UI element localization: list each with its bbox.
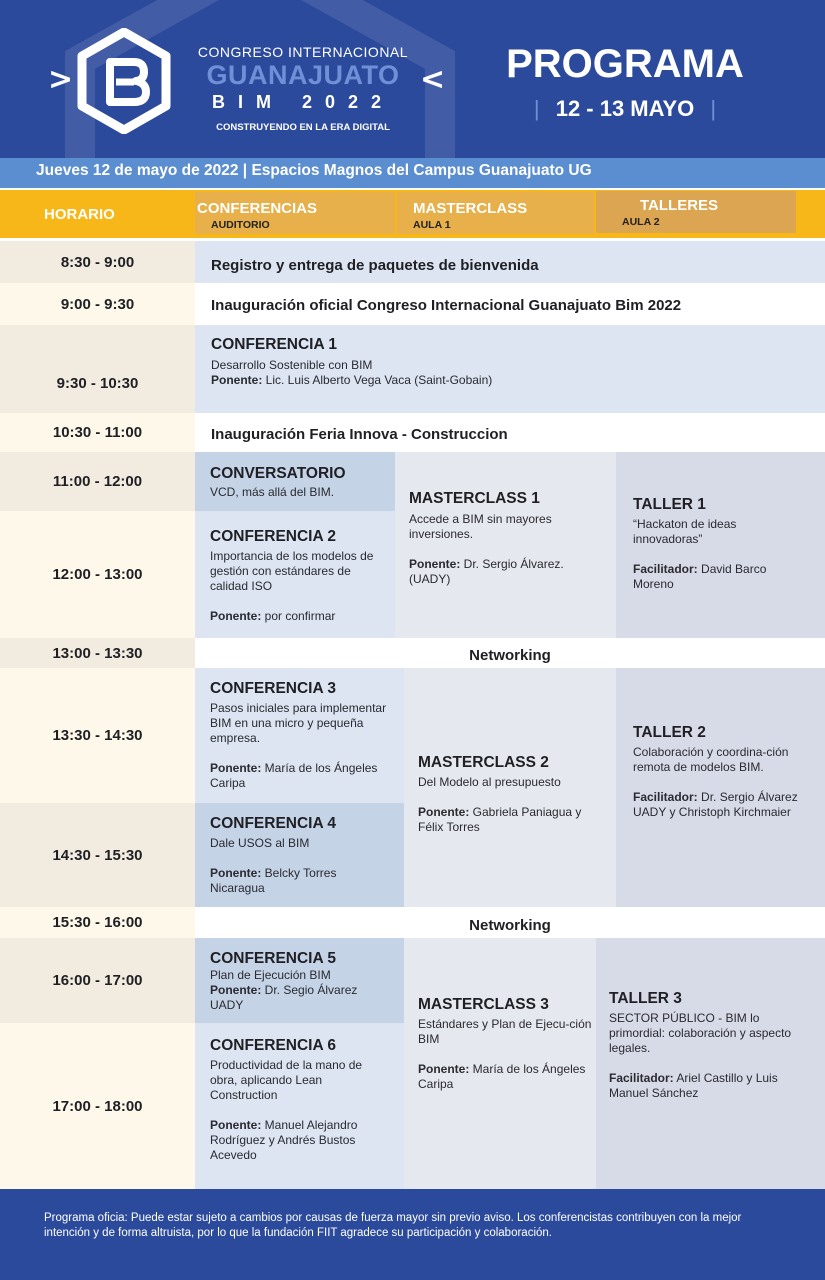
speaker-label: Ponente: [210, 866, 262, 880]
masterclass-header [397, 192, 594, 234]
conferencia-2-box [195, 511, 395, 638]
session-title: CONFERENCIA 6 [210, 1037, 337, 1054]
session-desc: Accede a BIM sin mayores inversiones. [409, 512, 552, 541]
feria-text: Inauguración Feria Innova - Construccion [211, 426, 508, 443]
session-title: CONFERENCIA 3 [210, 680, 337, 697]
session-speaker [210, 983, 388, 1013]
masterclass-1-box [395, 452, 616, 638]
facilitator-label: Facilitador: [609, 1071, 674, 1085]
session-title: MASTERCLASS 3 [418, 996, 549, 1013]
session-speaker [211, 373, 825, 388]
guanajuato-title: GUANAJUATO [206, 60, 400, 90]
session-desc: Productividad de la mano de obra, aplicando Lean Construction [210, 1058, 363, 1102]
session-desc: SECTOR PÚBLICO - BIM lo primordial: colaboración y aspecto legales. [609, 1011, 792, 1055]
horario-header: HORARIO [44, 206, 115, 223]
speaker-label: Ponente: [418, 1062, 470, 1076]
congress-label: CONGRESO INTERNACIONAL [197, 44, 409, 60]
networking-text: Networking [469, 917, 551, 934]
footer-disclaimer: Programa oficia: Puede estar sujeto a cambios por causas de fuerza mayor sin previo aviso. Los conferencistas contribuyen con la mejor intención y de forma altruista, por lo que la fundación FIIT agradece su participación y colaboración. [0, 1189, 825, 1280]
session-speaker [210, 866, 388, 896]
speaker-label: Ponente: [210, 761, 262, 775]
chevron-right-icon: > [48, 62, 74, 97]
speaker-label: Ponente: [210, 983, 262, 997]
bim-logo-icon [76, 28, 172, 134]
session-title: TALLER 1 [633, 496, 706, 513]
conferencias-header [195, 192, 395, 234]
facilitator-label: Facilitador: [633, 790, 698, 804]
speaker-name: Manuel Alejandro Rodríguez y Andrés Bustos Acevedo [210, 1118, 358, 1162]
networking-text: Networking [469, 647, 551, 664]
speaker-name: María de los Ángeles Caripa [210, 761, 378, 790]
speaker-label: Ponente: [418, 805, 470, 819]
facilitator-name: David Barco Moreno [633, 562, 767, 591]
aula2-label: AULA 2 [622, 216, 660, 228]
facilitator-label: Facilitador: [633, 562, 698, 576]
conferencia-3-box [195, 668, 404, 803]
registro-row [195, 241, 825, 283]
session-title: MASTERCLASS 1 [409, 490, 540, 507]
talleres-label: TALLERES [640, 197, 719, 214]
speaker-label: Ponente: [211, 373, 263, 387]
taller-2-box [616, 668, 825, 907]
time-slot: 9:30 - 10:30 [0, 325, 195, 413]
conferencias-label: CONFERENCIAS [197, 200, 318, 217]
session-speaker [418, 1062, 604, 1092]
session-title: TALLER 2 [633, 724, 706, 741]
inauguracion-row [195, 283, 825, 325]
time-slot: 9:00 - 9:30 [0, 283, 195, 325]
inauguracion-text: Inauguración oficial Congreso Internacional Guanajuato Bim 2022 [211, 297, 682, 314]
session-desc: VCD, más allá del BIM. [210, 485, 335, 499]
speaker-name: Gabriela Paniagua y Félix Torres [418, 805, 582, 834]
session-speaker [210, 1118, 388, 1163]
time-slot: 10:30 - 11:00 [0, 413, 195, 452]
speaker-name: Dr. Segio Álvarez UADY [210, 983, 358, 1012]
session-speaker [633, 790, 807, 820]
conversatorio-box [195, 452, 395, 511]
session-title: TALLER 3 [609, 990, 682, 1007]
auditorio-label: AUDITORIO [211, 219, 270, 231]
facilitator-name: Ariel Castillo y Luis Manuel Sánchez [609, 1071, 778, 1100]
session-title: MASTERCLASS 2 [418, 754, 549, 771]
taller-3-box [596, 938, 825, 1189]
session-desc: Dale USOS al BIM [210, 836, 310, 850]
masterclass-2-box [404, 668, 616, 907]
session-speaker [210, 609, 389, 624]
time-slot: 13:00 - 13:30 [0, 638, 195, 668]
dates-separator-left: | [533, 96, 540, 121]
masterclass-3-box [404, 938, 616, 1189]
session-speaker [609, 1071, 805, 1101]
time-slot: 8:30 - 9:00 [0, 241, 195, 283]
speaker-name: por confirmar [261, 609, 336, 623]
time-slot: 13:30 - 14:30 [0, 668, 195, 803]
session-desc: “Hackaton de ideas innovadoras” [633, 517, 737, 546]
session-speaker [418, 805, 604, 835]
session-desc: Pasos iniciales para implementar BIM en una micro y pequeña empresa. [210, 701, 387, 745]
registro-text: Registro y entrega de paquetes de bienvenida [211, 257, 539, 274]
speaker-label: Ponente: [409, 557, 461, 571]
session-title: CONFERENCIA 2 [210, 528, 337, 545]
networking-row [195, 638, 825, 668]
date-venue-band: Jueves 12 de mayo de 2022 | Espacios Magnos del Campus Guanajuato UG [0, 158, 825, 188]
feria-row [195, 413, 825, 452]
dates-text: 12 - 13 MAYO [555, 96, 695, 121]
tagline: CONSTRUYENDO EN LA ERA DIGITAL [216, 122, 390, 133]
taller-1-box [616, 452, 825, 638]
session-desc: Importancia de los modelos de gestión con estándares de calidad ISO [210, 549, 374, 593]
time-slot: 14:30 - 15:30 [0, 803, 195, 907]
facilitator-name: Dr. Sergio Álvarez UADY y Christoph Kirchmaier [633, 790, 798, 819]
aula1-label: AULA 1 [413, 219, 451, 231]
speaker-name: Dr. Sergio Álvarez. (UADY) [409, 557, 564, 586]
conferencia-6-box [195, 1023, 404, 1189]
time-slot: 17:00 - 18:00 [0, 1023, 195, 1189]
conferencia-1-box [195, 325, 825, 413]
networking-row [195, 907, 825, 938]
conferencia-4-box [195, 803, 404, 907]
bim-year-title: BIM 2022 [211, 92, 395, 112]
session-speaker [409, 557, 602, 587]
speaker-name: Belcky Torres Nicaragua [210, 866, 337, 895]
talleres-header [596, 191, 796, 233]
session-desc: Plan de Ejecución BIM [210, 968, 331, 982]
conferencia-5-box [195, 938, 404, 1023]
masterclass-label: MASTERCLASS [413, 200, 528, 217]
session-title: CONVERSATORIO [210, 465, 346, 482]
session-desc: Estándares y Plan de Ejecu-ción BIM [418, 1017, 592, 1046]
time-slot: 12:00 - 13:00 [0, 511, 195, 638]
programa-title: PROGRAMA [506, 42, 744, 86]
event-dates [470, 96, 780, 122]
column-headers [0, 190, 825, 238]
speaker-label: Ponente: [210, 609, 262, 623]
session-desc: Del Modelo al presupuesto [418, 775, 561, 789]
header-banner [0, 0, 825, 158]
session-title: CONFERENCIA 5 [210, 950, 337, 967]
time-slot: 15:30 - 16:00 [0, 907, 195, 938]
speaker-name: María de los Ángeles Caripa [418, 1062, 586, 1091]
dates-separator-right: | [710, 96, 717, 121]
session-title: CONFERENCIA 1 [211, 336, 338, 353]
session-speaker [633, 562, 805, 592]
session-speaker [210, 761, 388, 791]
session-title: CONFERENCIA 4 [210, 815, 337, 832]
chevron-left-icon: < [420, 62, 446, 97]
time-slot: 16:00 - 17:00 [0, 938, 195, 1023]
session-desc: Desarrollo Sostenible con BIM [211, 358, 373, 372]
time-slot: 11:00 - 12:00 [0, 452, 195, 511]
speaker-label: Ponente: [210, 1118, 262, 1132]
session-desc: Colaboración y coordina-ción remota de modelos BIM. [633, 745, 789, 774]
speaker-name: Lic. Luis Alberto Vega Vaca (Saint-Gobain) [262, 373, 493, 387]
